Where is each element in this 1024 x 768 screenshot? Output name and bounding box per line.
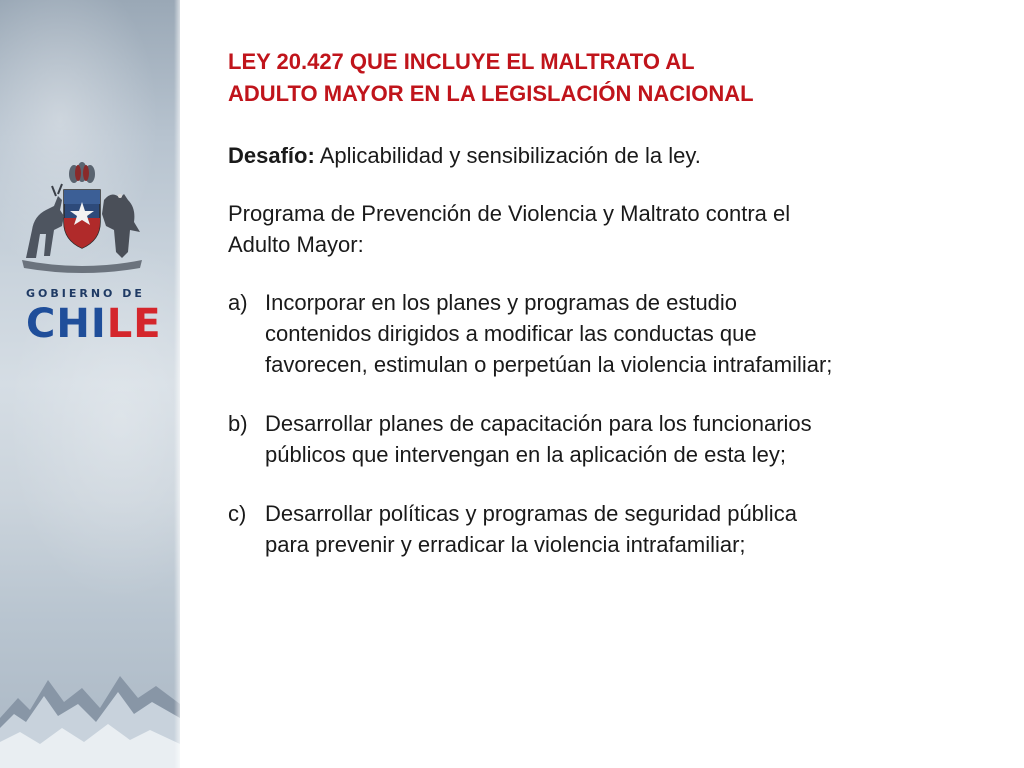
coat-of-arms-icon [12, 160, 152, 280]
list-item-line: Desarrollar planes de capacitación para los funcionarios [265, 411, 812, 436]
challenge-label: Desafío: [228, 143, 315, 168]
mountains-icon [0, 658, 180, 768]
list-marker: b) [228, 411, 248, 436]
list-item-line: públicos que intervengan en la aplicación de esta ley; [265, 442, 787, 467]
title-line-1: LEY 20.427 QUE INCLUYE EL MALTRATO AL [228, 49, 695, 74]
list-item-line: Desarrollar políticas y programas de seguridad pública [265, 501, 797, 526]
list-marker: c) [228, 501, 247, 526]
list-item-line: para prevenir y erradicar la violencia intrafamiliar; [265, 532, 746, 557]
program-line-2: Adulto Mayor: [228, 232, 364, 257]
list-item-c [228, 498, 988, 560]
slide-title [228, 46, 988, 110]
list-item-b [228, 408, 988, 470]
chile-logo-part1: CHI [26, 301, 107, 347]
program-paragraph [228, 198, 988, 260]
list-item-line: favorecen, estimulan o perpetúan la violencia intrafamiliar; [265, 352, 833, 377]
gobierno-de-label: GOBIERNO DE [26, 287, 145, 300]
list-item-a [228, 287, 988, 380]
side-panel-background [0, 0, 180, 768]
chile-logo [26, 302, 162, 346]
list-marker: a) [228, 290, 248, 315]
challenge-text: Aplicabilidad y sensibilización de la ley. [314, 143, 701, 168]
title-line-2: ADULTO MAYOR EN LA LEGISLACIÓN NACIONAL [228, 81, 754, 106]
slide-content [228, 46, 988, 588]
chile-logo-part2: LE [106, 301, 162, 347]
challenge-paragraph [228, 140, 988, 171]
list-item-line: Incorporar en los planes y programas de estudio [265, 290, 738, 315]
program-line-1: Programa de Prevención de Violencia y Maltrato contra el [228, 201, 791, 226]
list-item-line: contenidos dirigidos a modificar las conductas que [265, 321, 757, 346]
